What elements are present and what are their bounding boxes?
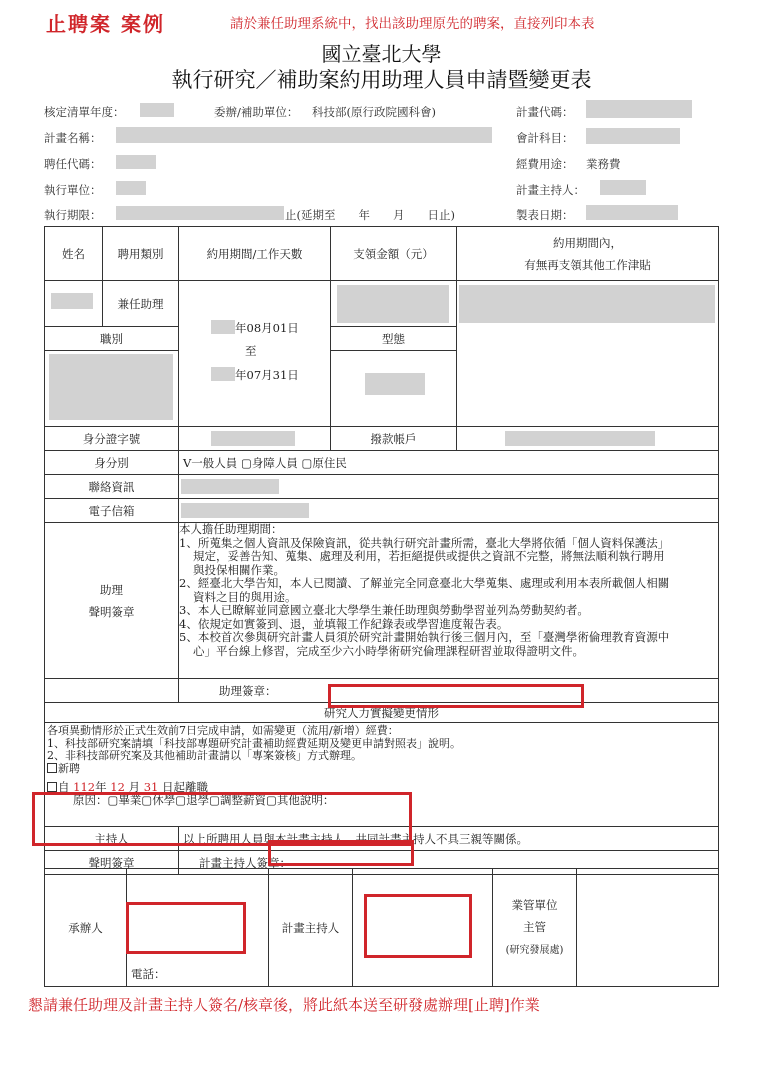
host-sign-label-2: 聲明簽章 (45, 851, 179, 875)
contact-cell[interactable] (179, 475, 719, 499)
resign-month: 12 (110, 780, 125, 794)
host-field[interactable] (600, 180, 646, 195)
plan-code-field[interactable] (586, 100, 692, 118)
university-title: 國立臺北大學 (321, 42, 442, 66)
statement-line: 本人擔任助理期間： (179, 522, 283, 536)
resign-year: 112 (73, 780, 96, 794)
change-line: 2、非科技部研究案及其他補助計畫請以「專案簽核」方式辦理。 (47, 749, 362, 762)
admin-unit-line1: 業管單位 (511, 897, 558, 912)
identity-label: 身分別 (45, 451, 179, 475)
resign-month-unit: 月 (128, 780, 141, 794)
statement-line: 資料之目的與用途。 (193, 589, 297, 604)
col-header-name: 姓名 (45, 227, 103, 281)
checkbox-icon[interactable] (47, 763, 57, 773)
phone-label: 電話： (131, 967, 166, 981)
exec-unit-field[interactable] (116, 181, 146, 195)
email-label: 電子信箱 (45, 499, 179, 523)
statement-line: 4、依規定如實簽到、退，並填報工作紀錄表或學習進度報告表。 (179, 616, 509, 631)
col-header-other-allowance (457, 227, 719, 281)
admin-unit-line2: 主管 (523, 919, 546, 934)
col-header-hire-type: 聘用類別 (103, 227, 179, 281)
statement-line: 與投保相關作業。 (193, 562, 285, 577)
resign-highlight (32, 792, 412, 846)
fiscal-year-field[interactable] (140, 103, 174, 117)
form-title: 執行研究／補助案約用助理人員申請暨變更表 (171, 68, 592, 92)
plan-code-label: 計畫代碼： (516, 105, 574, 119)
resign-suffix: 日起離職 (162, 780, 209, 794)
exec-period-extension: 止(延期至 年 月 日止) (285, 208, 455, 222)
period-end: 年07月31日 (235, 368, 299, 382)
assistant-sign-highlight[interactable] (328, 684, 584, 708)
host-sign-label: 計畫主持人簽章： (199, 855, 291, 870)
footer-instruction: 懇請兼任助理及計畫主持人簽名/核章後，將此紙本送至研發處辦理[止聘]作業 (28, 996, 540, 1014)
col-header-period: 約用期間/工作天數 (179, 227, 331, 281)
identity-options[interactable]: V一般人員 ▢身障人員 ▢原住民 (179, 451, 719, 475)
period-start: 年08月01日 (235, 321, 299, 335)
resign-day: 31 (143, 780, 159, 794)
fund-use-value: 業務費 (586, 157, 621, 171)
statement-line: 規定，妥善告知、蒐集、處理及利用，若拒絕提供或提供之資訊不完整，將無法順利執行聘用 (193, 549, 665, 563)
assistant-statement (179, 523, 719, 679)
host-sign-label-1: 主持人 (45, 827, 179, 851)
name-cell[interactable] (45, 281, 103, 327)
assistant-sign-label-1: 助理 (100, 582, 123, 597)
other-allowance-line1: 約用期間內， (553, 235, 622, 250)
pattern-cell[interactable] (331, 351, 457, 427)
statement-line: 心」平台線上修習，完成至少六小時學術研究倫理課程研習並取得證明文件。 (193, 643, 584, 658)
resign-prefix: 自 (58, 780, 70, 794)
bank-account-cell[interactable] (457, 427, 719, 451)
handler-sign-highlight[interactable] (126, 902, 246, 954)
plan-name-label: 計畫名稱： (44, 131, 102, 145)
admin-unit-label (493, 869, 577, 987)
exec-period-label: 執行期限： (44, 208, 102, 222)
job-cell[interactable] (45, 351, 179, 427)
fund-use-label: 經費用途： (516, 157, 574, 171)
admin-unit-sign-cell[interactable] (577, 869, 719, 987)
resign-year-unit: 年 (95, 780, 107, 794)
new-hire-text: 新聘 (58, 761, 80, 775)
other-allowance-cell[interactable] (457, 281, 719, 427)
exec-unit-label: 執行單位： (44, 183, 102, 197)
host-sign-highlight[interactable] (268, 840, 414, 866)
pi-label: 計畫主持人 (269, 869, 353, 987)
statement-line: 3、本人已瞭解並同意國立臺北大學學生兼任助理與勞動學習並列為勞動契約者。 (179, 603, 589, 617)
change-title: 研究人力實擬變更情形 (45, 703, 719, 723)
account-field[interactable] (586, 128, 680, 144)
reason-label: 原因： (73, 792, 108, 807)
admin-unit-line3: (研究發展處) (505, 944, 564, 956)
hire-code-field[interactable] (116, 155, 156, 169)
handler-label: 承辦人 (45, 869, 127, 987)
sponsor-value: 科技部(原行政院國科會) (312, 105, 436, 119)
statement-line: 2、經臺北大學告知，本人已閱讀、了解並完全同意臺北大學蒐集、處理或利用本表所載個人相關 (179, 576, 670, 590)
assistant-sign-label: 助理簽章： (219, 683, 277, 698)
period-to: 至 (245, 344, 257, 358)
col-header-amount: 支領金額（元） (331, 227, 457, 281)
checkbox-icon[interactable] (47, 782, 57, 792)
application-table (44, 226, 719, 875)
change-line: 各項異動情形於正式生效前7日完成申請，如需變更（流用/新增）經費： (47, 724, 399, 737)
amount-cell[interactable] (331, 281, 457, 327)
new-hire-option[interactable] (47, 763, 716, 776)
other-allowance-line2: 有無再支領其他工作津貼 (524, 257, 651, 272)
assistant-sign-label (45, 523, 179, 679)
instruction-note: 請於兼任助理系統中，找出該助理原先的聘案，直接列印本表 (230, 16, 595, 32)
host-statement: 以上所聘用人員與本計畫主持人、共同計畫主持人不具三親等關係。 (179, 827, 719, 851)
hire-type-value: 兼任助理 (103, 281, 179, 327)
change-line: 1、科技部研究案請填「科技部專題研究計畫補助經費延期及變更申請對照表」說明。 (47, 736, 461, 750)
case-stamp: 止聘案 案例 (46, 12, 165, 36)
form-date-label: 製表日期： (516, 208, 574, 222)
form-date-field[interactable] (586, 205, 678, 220)
host-label: 計畫主持人： (516, 183, 585, 197)
bank-account-label: 撥款帳戶 (331, 427, 457, 451)
job-label: 職別 (45, 327, 179, 351)
assistant-sign-label-2: 聲明簽章 (88, 604, 135, 619)
contact-label: 聯絡資訊 (45, 475, 179, 499)
fiscal-year-label: 核定清單年度： (44, 105, 125, 119)
pattern-label: 型態 (331, 327, 457, 351)
pi-sign-highlight[interactable] (364, 894, 472, 958)
email-cell[interactable] (179, 499, 719, 523)
statement-line: 1、所蒐集之個人資訊及保險資訊，從共執行研究計畫所需，臺北大學將依循「個人資料保護法」 (179, 535, 670, 550)
hire-code-label: 聘任代碼： (44, 157, 102, 171)
sponsor-label: 委辦/補助單位： (214, 105, 299, 119)
statement-line: 5、本校首次參與研究計畫人員須於研究計畫開始執行後三個月內，至「臺灣學術倫理教育資源中 (179, 630, 670, 644)
exec-period-field[interactable] (116, 206, 284, 220)
account-label: 會計科目： (516, 131, 574, 145)
reason-options[interactable]: ▢畢業▢休學▢退學▢調整薪資▢其他說明： (107, 792, 335, 807)
period-cell[interactable] (179, 281, 331, 427)
id-number-label: 身分證字號 (45, 427, 179, 451)
plan-name-field[interactable] (116, 127, 492, 143)
id-number-cell[interactable] (179, 427, 331, 451)
